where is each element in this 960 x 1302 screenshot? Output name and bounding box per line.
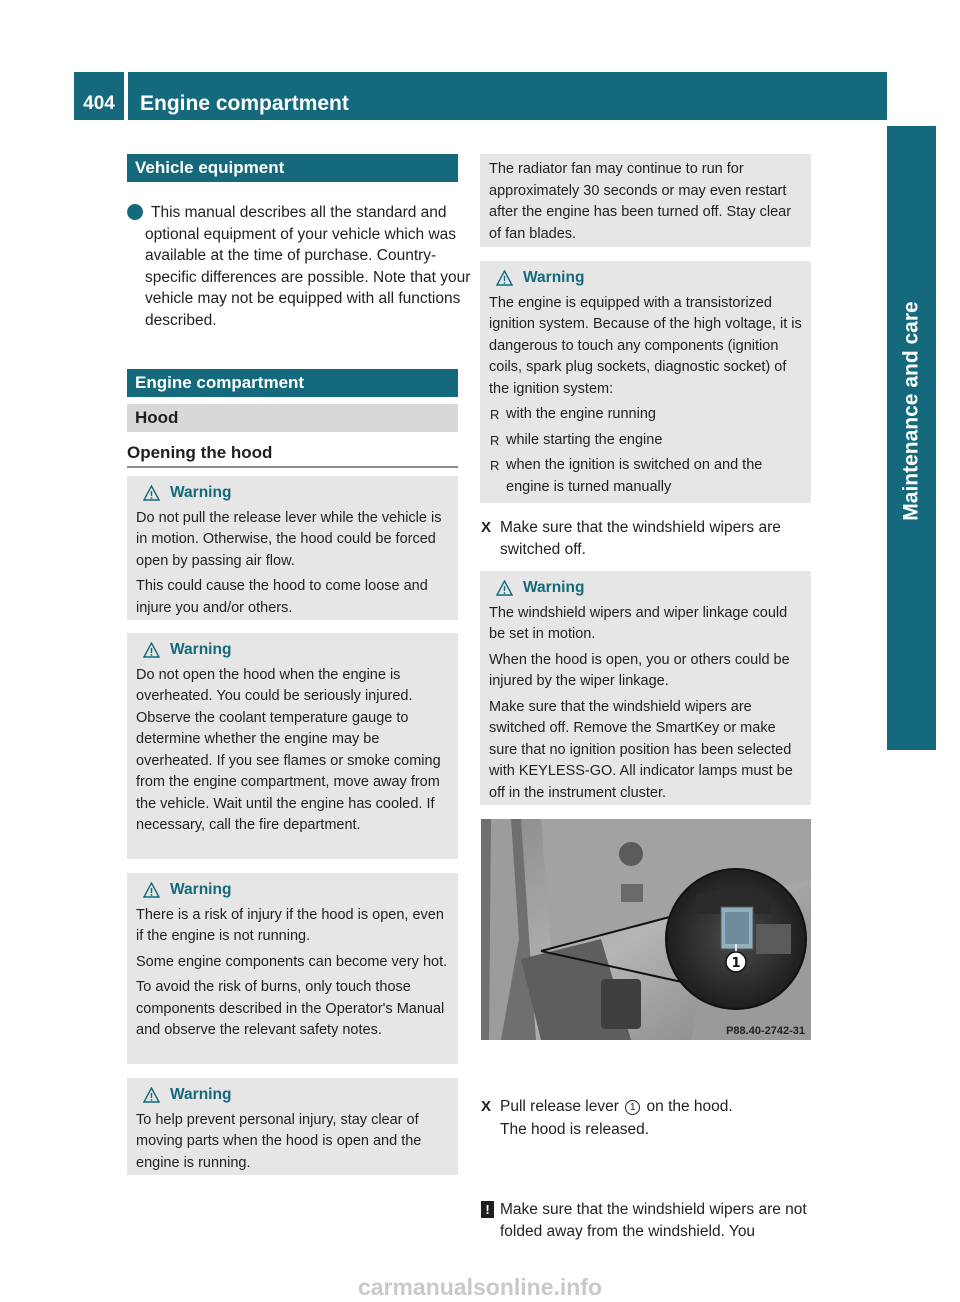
- warning-header: [136, 482, 450, 504]
- vehicle-equipment-heading: Vehicle equipment: [127, 154, 458, 182]
- section-side-block: [887, 700, 936, 750]
- callout-ref-icon: 1: [625, 1100, 640, 1115]
- step-pull-release-lever: [481, 1096, 830, 1140]
- warning-label: Warning: [170, 1086, 232, 1103]
- warning-header: [489, 577, 803, 599]
- photo-callout-number: 1: [731, 956, 741, 971]
- warning-header: [136, 639, 450, 661]
- step-text-before: Pull release lever: [500, 1098, 619, 1115]
- caution-note: [481, 1199, 832, 1242]
- warning-box-hot-components: [127, 873, 458, 1064]
- section-side-tab-label: Maintenance and care: [899, 301, 923, 521]
- warning-triangle-icon: [143, 1087, 160, 1103]
- step-arrow-icon: X: [481, 519, 492, 536]
- warning-text: The engine is equipped with a transistorized ignition system. Because of the high voltage, it is dangerous to touch any components (ignition coils, spark plug sockets, diagnostic socket) of the ignition system:: [489, 294, 802, 397]
- warning-label: Warning: [523, 269, 585, 286]
- warning-triangle-icon: [143, 485, 160, 501]
- warning-box-release-lever: [127, 476, 458, 620]
- vehicle-equipment-text: This manual describes all the standard and optional equipment of your vehicle which was available at the time of purchase. Country-specific differences are possible. Note that your vehicle may not be equipped with all functions described.: [145, 204, 471, 329]
- page-title: Engine compartment: [128, 72, 887, 120]
- hood-release-lever-photo: [481, 819, 811, 1040]
- warning-text: When the hood is open, you or others could be injured by the wiper linkage.: [489, 651, 790, 689]
- photo-code: P88.40-2742-31: [726, 1025, 805, 1037]
- warning-triangle-icon: [143, 882, 160, 898]
- warning-text: The windshield wipers and wiper linkage could be set in motion.: [489, 604, 788, 642]
- watermark: carmanualsonline.info: [357, 1274, 603, 1300]
- page-number: 404: [74, 72, 124, 120]
- warning-label: Warning: [170, 484, 232, 501]
- warning-label: Warning: [170, 881, 232, 898]
- warning-label: Warning: [523, 579, 585, 596]
- step-text: Make sure that the windshield wipers are switched off.: [500, 519, 781, 558]
- warning-triangle-icon: [496, 580, 513, 596]
- warning-text: Some engine components can become very hot.: [136, 953, 448, 970]
- step-arrow-icon: X: [481, 1098, 492, 1115]
- warning-header: [136, 879, 450, 901]
- warning-text: Do not pull the release lever while the vehicle is in motion. Otherwise, the hood could be forced open by passing air flow.: [136, 509, 442, 569]
- step-result: The hood is released.: [500, 1120, 650, 1138]
- exclamation-icon: !: [481, 1201, 494, 1218]
- warning-text: Make sure that the windshield wipers are switched off. Remove the SmartKey or make sure that no ignition position has been selected with KEYLESS-GO. All indicator lamps must be off in the instrument cluster.: [489, 698, 793, 801]
- list-item: R while starting the engine: [489, 430, 803, 452]
- section-side-tab-label-wrap: [887, 126, 936, 696]
- warning-header: [489, 267, 803, 289]
- warning-text: This could cause the hood to come loose and injure you and/or others.: [136, 578, 428, 616]
- opening-hood-heading: Opening the hood: [127, 443, 458, 468]
- warning-triangle-icon: [496, 270, 513, 286]
- radiator-fan-note: [480, 154, 811, 247]
- warning-box-overheated: [127, 633, 458, 859]
- step-wipers-off: [481, 517, 830, 560]
- warning-box-moving-parts: [127, 1078, 458, 1175]
- warning-triangle-icon: [143, 642, 160, 658]
- vehicle-equipment-note: [123, 202, 481, 331]
- warning-header: [136, 1084, 450, 1106]
- fan-note-text: The radiator fan may continue to run for approximately 30 seconds or may even restart after the engine has been turned off. Stay clear of fan blades.: [489, 161, 792, 242]
- warning-box-wipers: [480, 571, 811, 805]
- info-icon: i: [127, 204, 143, 220]
- step-text-after: on the hood.: [646, 1098, 733, 1115]
- ignition-bullet-list: [489, 404, 803, 498]
- list-item: R with the engine running: [489, 404, 803, 426]
- caution-text: Make sure that the windshield wipers are not folded away from the windshield. You: [500, 1201, 807, 1240]
- release-lever-illustration: [481, 819, 811, 1040]
- warning-label: Warning: [170, 641, 232, 658]
- engine-compartment-heading: Engine compartment: [127, 369, 458, 397]
- warning-text: To help prevent personal injury, stay clear of moving parts when the hood is open and the engine is running.: [136, 1111, 422, 1171]
- warning-text: To avoid the risk of burns, only touch those components described in the Operator's Manual and observe the relevant safety notes.: [136, 979, 445, 1038]
- hood-heading: Hood: [127, 404, 458, 432]
- warning-text: Do not open the hood when the engine is overheated. You could be seriously injured. Observe the coolant temperature gauge to determine whether the engine may be overheated. If you see flames or smoke coming from the engine compartment, move away from the vehicle. Wait until the engine has cooled. If necessary, call the fire department.: [136, 666, 441, 833]
- list-item: R when the ignition is switched on and the engine is turned manually: [489, 455, 803, 498]
- warning-text: There is a risk of injury if the hood is open, even if the engine is not running.: [136, 906, 444, 944]
- warning-box-ignition: [480, 261, 811, 503]
